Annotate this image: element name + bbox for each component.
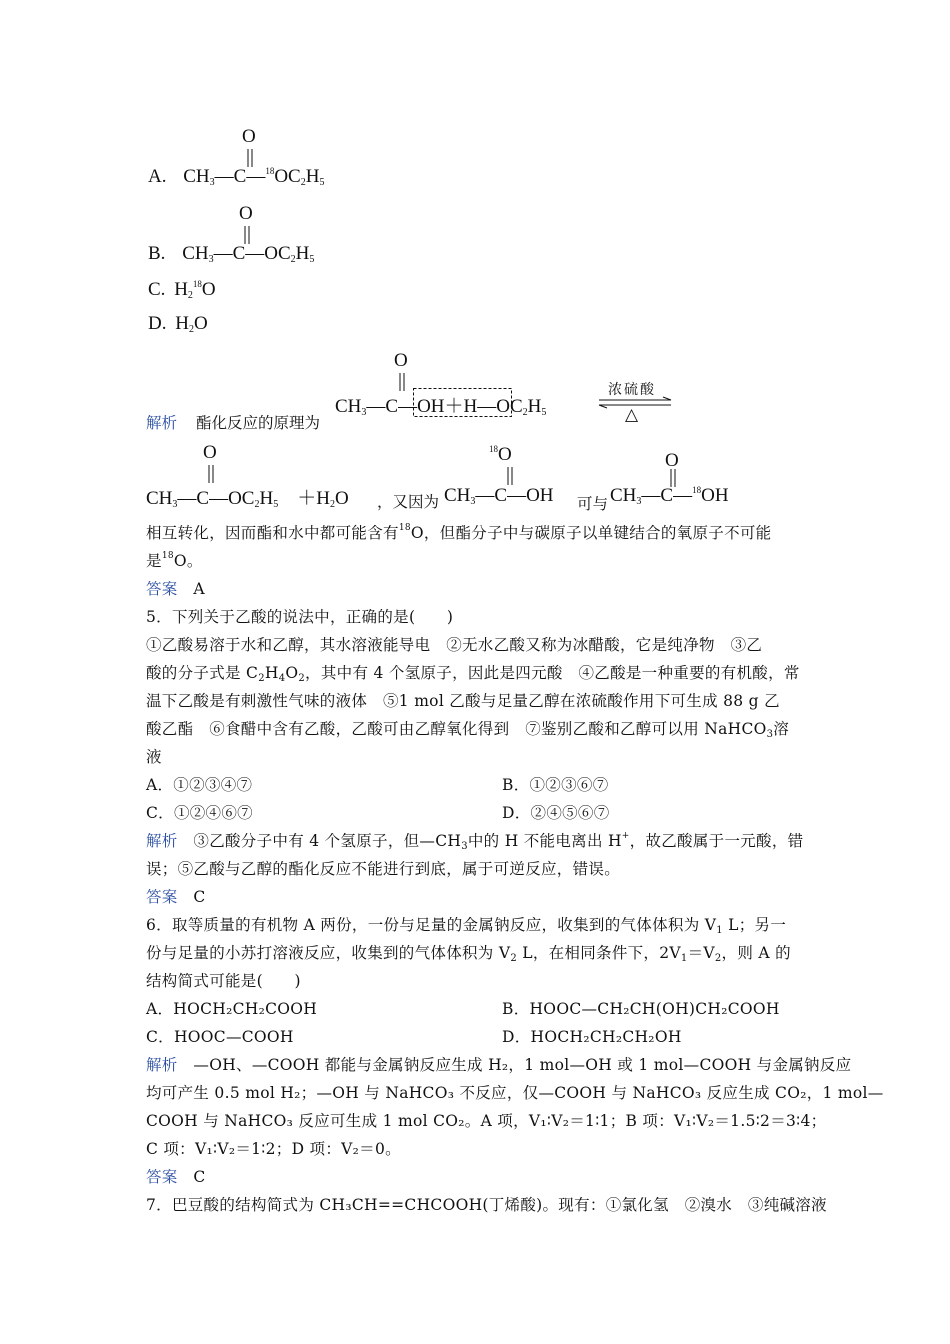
catalyst-label: 浓硫酸 [608, 382, 656, 398]
q5-line5: 液 [146, 748, 162, 766]
option-d-label: D. [148, 313, 167, 334]
analysis-mid-1: ，又因为 [377, 493, 440, 511]
q6-analysis-2: 均可产生 0.5 mol H₂；—OH 与 NaHCO₃ 不反应，仅—COOH 与 NaHCO₃ 反应生成 CO₂，1 mol— [146, 1084, 884, 1102]
option-c: C. $H_2^{18}O$ [148, 279, 216, 301]
analysis-intro: 酯化反应的原理为 [196, 414, 321, 432]
q6-line3: 结构简式可能是( ) [146, 972, 301, 990]
q5-stem: 5．下列关于乙酸的说法中，正确的是( ) [146, 608, 454, 626]
q6-option-d: D．HOCH₂CH₂CH₂OH [502, 1028, 682, 1046]
acid18-double-bond [506, 467, 516, 487]
mechanism-carbonyl: O [394, 350, 408, 371]
option-b: B. $CH_3—C—OC_2H_5$ [148, 243, 315, 265]
option-a: A. $CH_3—C—^{18}OC_2H_5$ [148, 166, 325, 188]
q6-analysis-3: COOH 与 NaHCO₃ 反应可生成 1 mol CO₂。A 项，V₁∶V₂＝1∶1；B 项：V₁∶V₂＝1.5∶2＝3∶4； [146, 1112, 827, 1130]
acid18-carbonyl: $^{18}$O [489, 444, 512, 465]
option-d: D. $H_2O$ [148, 313, 208, 335]
acetic-acid-18: $CH_3—C—OH$ [444, 485, 554, 507]
option-b-label: B. [148, 243, 166, 264]
q6-option-c: C．HOOC—COOH [146, 1028, 294, 1046]
analysis-mid-2: 可与 [577, 495, 609, 513]
q5-analysis-2: 误；⑤乙酸与乙醇的酯化反应不能进行到底，属于可逆反应，错误。 [146, 860, 621, 878]
option-a-carbonyl: O [242, 126, 256, 147]
mechanism-reactants: $CH_3—C—OH+H—OC_2H_5$ [335, 396, 547, 418]
q5-line3: 温下乙酸是有刺激性气味的液体 ⑤1 mol 乙酸与足量乙醇在浓硫酸作用下可生成 88 g 乙 [146, 692, 780, 710]
acid18oh-double-bond [669, 469, 679, 489]
q5-answer: 答案 C [146, 888, 206, 906]
q7-line1: 7．巴豆酸的结构简式为 CH₃CH==CHCOOH(丁烯酸)。现有：①氯化氢 ②溴水 ③纯碱溶液 [146, 1196, 827, 1214]
mechanism-dashed-box [413, 388, 513, 418]
q5-analysis-1: 解析 ③乙酸分子中有 4 个氢原子，但$—CH_3$中的 H 不能电离出 H+，故乙酸属于一元酸，错 [146, 831, 804, 852]
q6-analysis-4: C 项：V₁∶V₂＝1∶2；D 项：V₂＝0。 [146, 1140, 401, 1158]
option-b-carbonyl: O [239, 203, 253, 224]
q6-answer: 答案 C [146, 1168, 206, 1186]
q5-line4: 酸乙酯 ⑥食醋中含有乙酸，乙酸可由乙醇氧化得到 ⑦鉴别乙酸和乙醇可以用 NaHCO$_3$溶 [146, 720, 790, 740]
q5-option-b: B．①②③⑥⑦ [502, 776, 609, 794]
acid18oh-carbonyl: O [665, 450, 679, 471]
option-a-double-bond [246, 149, 256, 169]
q6-option-a: A．HOCH₂CH₂COOH [146, 1000, 318, 1018]
heat-symbol: △ [625, 405, 639, 425]
answer-q4: 答案 A [146, 580, 205, 598]
q6-option-b: B．HOOC—CH₂CH(OH)CH₂COOH [502, 1000, 780, 1018]
products-carbonyl: O [203, 442, 217, 463]
q5-option-d: D．②④⑤⑥⑦ [502, 804, 610, 822]
analysis-line3: 相互转化，因而酯和水中都可能含有$^{18}$O，但酯分子中与碳原子以单键结合的氧原子不可能 [146, 523, 772, 542]
acetic-acid-18-oh: $CH_3—C—^{18}OH$ [610, 485, 729, 507]
option-b-double-bond [243, 226, 253, 246]
q6-analysis-1: 解析 —OH、—COOH 都能与金属钠反应生成 H₂，1 mol—OH 或 1 mol—COOH 与金属钠反应 [146, 1056, 852, 1074]
analysis-label: 解析 [146, 414, 178, 432]
q5-line2: 酸的分子式是 $C_2H_4O_2$，其中有 4 个氢原子，因此是四元酸 ④乙酸是一种重要的有机酸，常 [146, 664, 800, 684]
q5-option-c: C．①②④⑥⑦ [146, 804, 253, 822]
q6-line2: 份与足量的小苏打溶液反应，收集到的气体体积为 $V_2$ L，在相同条件下，$2V_1=V_2$，则 A 的 [146, 944, 791, 964]
option-c-label: C. [148, 279, 166, 300]
q6-line1: 6．取等质量的有机物 A 两份，一份与足量的金属钠反应，收集到的气体体积为 $V_1$ L；另一 [146, 916, 787, 936]
q5-option-a: A．①②③④⑦ [146, 776, 253, 794]
products-double-bond [207, 465, 217, 485]
q5-line1: ①乙酸易溶于水和乙醇，其水溶液能导电 ②无水乙酸又称为冰醋酸，它是纯净物 ③乙 [146, 636, 763, 654]
mechanism-products: $CH_3—C—OC_2H_5$ $+H_2O$ [146, 488, 349, 510]
mechanism-double-bond [398, 373, 408, 393]
option-a-label: A. [148, 166, 167, 187]
analysis-line4: 是$^{18}$O。 [146, 551, 203, 570]
